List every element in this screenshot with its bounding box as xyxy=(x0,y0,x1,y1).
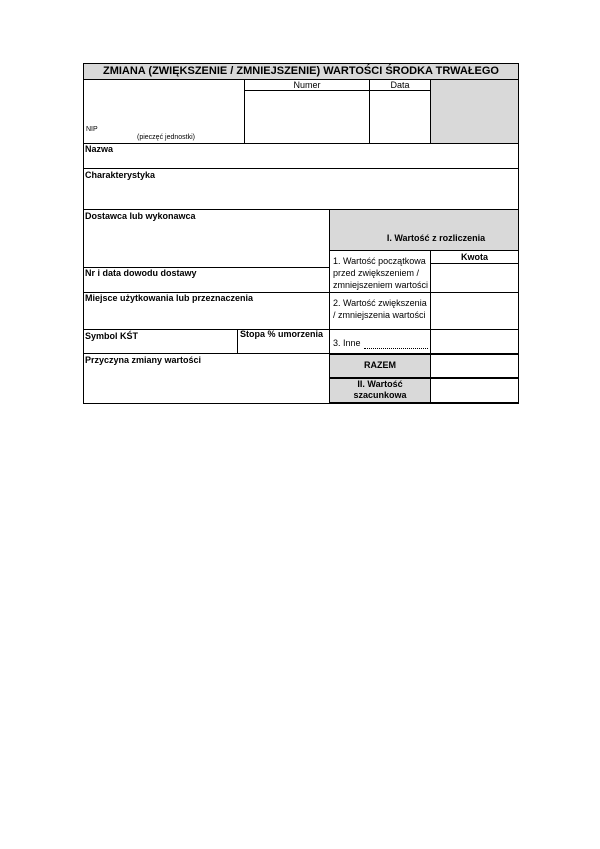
symbol-label: Symbol KŚT xyxy=(85,331,139,341)
numer-label: Numer xyxy=(293,80,321,90)
kwota-label: Kwota xyxy=(461,252,488,262)
data-field[interactable] xyxy=(370,91,429,142)
data-label: Data xyxy=(390,80,410,90)
nazwa-field[interactable] xyxy=(84,144,518,168)
row1-kwota-field[interactable] xyxy=(431,264,518,292)
nip-label: NIP xyxy=(86,126,98,133)
razem-kwota-field[interactable] xyxy=(431,355,518,377)
numer-field[interactable] xyxy=(245,91,368,142)
przyczyna-label: Przyczyna zmiany wartości xyxy=(85,355,202,365)
razem-label: RAZEM xyxy=(364,360,396,370)
row3-kwota-field[interactable] xyxy=(431,330,518,353)
form-title: ZMIANA (ZWIĘKSZENIE / ZMNIEJSZENIE) WARTOŚCI ŚRODKA TRWAŁEGO xyxy=(102,65,499,77)
bottom-border-right xyxy=(329,402,519,404)
settlement-header-bg xyxy=(330,210,518,250)
nazwa-label: Nazwa xyxy=(85,144,114,154)
nr-data-field[interactable] xyxy=(84,268,328,292)
row1-line2: przed zwiększeniem / xyxy=(333,268,420,278)
row3-dotted-field[interactable] xyxy=(364,339,428,349)
row2-line1: 2. Wartość zwiększenia xyxy=(333,298,427,308)
row2-line2: / zmniejszenia wartości xyxy=(333,310,426,320)
dostawca-label: Dostawca lub wykonawca xyxy=(85,211,196,221)
row1-line3: zmniejszeniem wartości xyxy=(333,280,429,290)
miejsce-label: Miejsce użytkowania lub przeznaczenia xyxy=(85,293,254,303)
row3-label: 3. Inne xyxy=(333,338,361,348)
charakterystyka-label: Charakterystyka xyxy=(85,170,156,180)
stamp-label: (pieczęć jednostki) xyxy=(137,134,195,141)
row2-kwota-field[interactable] xyxy=(431,293,518,329)
miejsce-field[interactable] xyxy=(84,293,328,329)
przyczyna-field[interactable] xyxy=(84,354,328,403)
settlement-header-divider xyxy=(329,250,519,251)
dostawca-field[interactable] xyxy=(84,210,328,267)
charakterystyka-field[interactable] xyxy=(84,169,518,209)
stopa-label: Stopa % umorzenia xyxy=(240,329,324,339)
nr-data-label: Nr i data dowodu dostawy xyxy=(85,268,197,278)
ot-box xyxy=(431,80,518,143)
settlement-header: I. Wartość z rozliczenia xyxy=(386,233,486,243)
szacunkowa-line1: II. Wartość xyxy=(357,379,403,389)
szacunkowa-kwota-field[interactable] xyxy=(431,379,518,403)
row1-line1: 1. Wartość początkowa xyxy=(333,256,426,266)
stopa-field[interactable] xyxy=(238,330,328,353)
szacunkowa-line2: szacunkowa xyxy=(353,390,407,400)
symbol-field[interactable] xyxy=(84,330,237,353)
